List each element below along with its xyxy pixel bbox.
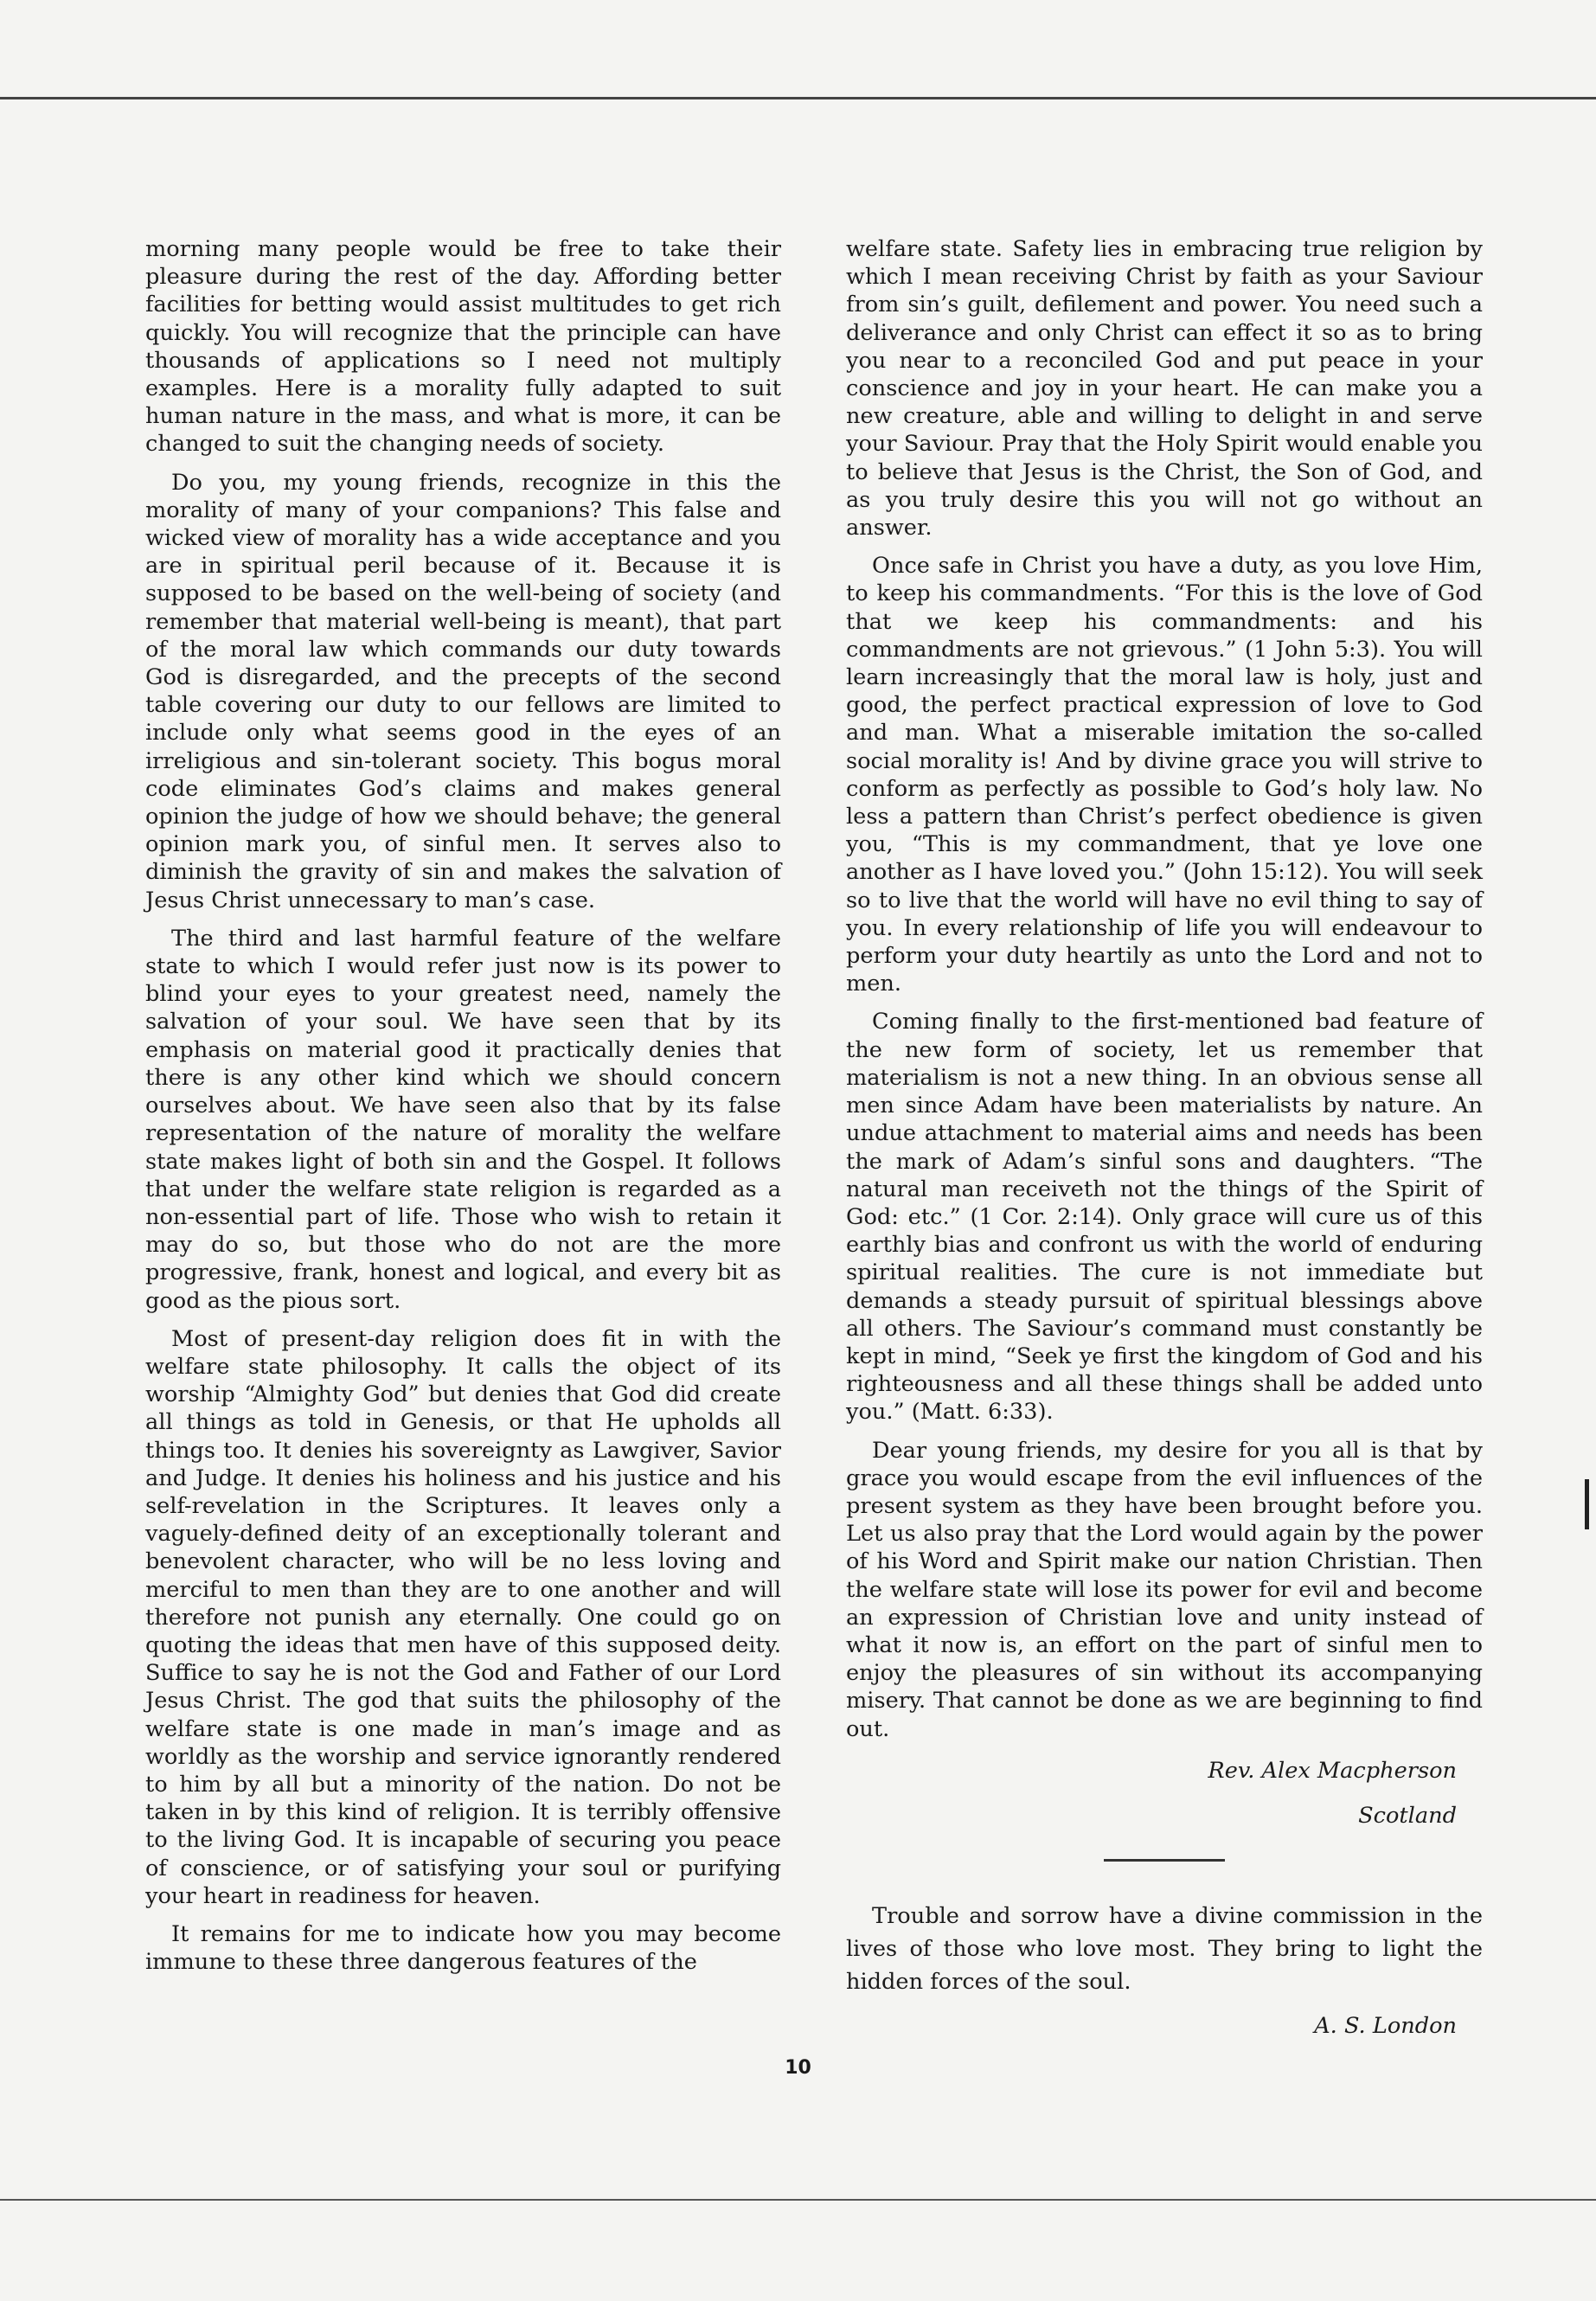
author-signature	[846, 1753, 1483, 1833]
paragraph: morning many people would be free to take their pleasure during the rest of the day. Affording better facilities for betting would assist multitudes to get rich quickly. You will recognize that the principle can have thousands of applications so I need not multiply examples. Here is a morality fully adapted to suit human nature in the mass, and what is more, it can be changed to suit the changing needs of society.	[145, 236, 781, 458]
paragraph: Do you, my young friends, recognize in this the morality of many of your companions? This false and wicked view of morality has a wide acceptance and you are in spiritual peril because of it. Because it is supposed to be based on the well-being of society (and remember that material well-being is meant), that part of the moral law which commands our duty towards God is disregarded, and the precepts of the second table covering our duty to our fellows are limited to include only what seems good in the eyes of an irreligious and sin-tolerant society. This bogus moral code eliminates God’s claims and makes general opinion the judge of how we should behave; the general opinion mark you, of sinful men. It serves also to diminish the gravity of sin and makes the salvation of Jesus Christ unnecessary to man’s case.	[145, 469, 781, 913]
right-column	[846, 235, 1483, 2054]
paragraph: The third and last harmful feature of the welfare state to which I would refer just now is its power to blind your eyes to your greatest need, namely the salvation of your soul. We have seen that by its emphasis on material good it practically denies that there is any other kind which we should concern ourselves about. We have seen also that by its false representation of the nature of morality the welfare state makes light of both sin and the Gospel. It follows that under the welfare state religion is regarded as a non-essential part of life. Those who wish to retain it may do so, but those who do not are the more progressive, frank, honest and logical, and every bit as good as the pious sort.	[145, 925, 781, 1314]
quote-author: A. S. London	[1314, 2012, 1457, 2039]
left-column	[145, 235, 781, 1986]
paragraph: Once safe in Christ you have a duty, as you love Him, to keep his commandments. “For this is the love of God that we keep his commandments: and his commandments are not grievous.” (1 John 5:3). You will learn increasingly that the moral law is holy, just and good, the perfect practical expression of love to God and man. What a miserable imitation the so-called social morality is! And by divine grace you will strive to conform as perfectly as possible to God’s holy law. No less a pattern than Christ’s perfect obedience is given you, “This is my commandment, that ye love one another as I have loved you.” (John 15:12). You will seek so to live that the world will have no evil thing to say of you. In every relationship of life you will endeavour to perform your duty heartily as unto the Lord and not to men.	[846, 553, 1483, 997]
bottom-border-rule	[0, 2199, 1596, 2201]
paragraph: It remains for me to indicate how you may become immune to these three dangerous features of the	[145, 1920, 781, 1976]
paragraph: Coming finally to the first-mentioned bad feature of the new form of society, let us remember that materialism is not a new thing. In an obvious sense all men since Adam have been materialists by nature. An undue attachment to material aims and needs has been the mark of Adam’s sinful sons and daughters. “The natural man receiveth not the things of the Spirit of God: etc.” (1 Cor. 2:14). Only grace will cure us of this earthly bias and confront us with the world of enduring spiritual realities. The cure is not immediate but demands a steady pursuit of spiritual blessings above all others. The Saviour’s command must constantly be kept in mind, “Seek ye first the kingdom of God and his righteousness and all these things shall be added unto you.” (Matt. 6:33).	[846, 1009, 1483, 1426]
author-place: Scotland	[1358, 1802, 1457, 1829]
page-number: 10	[785, 2057, 811, 2079]
author-name: Rev. Alex Macpherson	[1208, 1757, 1457, 1784]
section-divider	[1104, 1859, 1225, 1862]
scan-edge-mark	[1585, 1479, 1589, 1529]
closing-quote: Trouble and sorrow have a divine commission in the lives of those who love most. They bring to light the hidden forces of the soul.	[846, 1902, 1483, 1995]
paragraph: welfare state. Safety lies in embracing true religion by which I mean receiving Christ by faith as your Saviour from sin’s guilt, defilement and power. You need such a deliverance and only Christ can effect it so as to bring you near to a reconciled God and put peace in your conscience and joy in your heart. He can make you a new creature, able and willing to delight in and serve your Saviour. Pray that the Holy Spirit would enable you to believe that Jesus is the Christ, the Son of God, and as you truly desire this you will not go without an answer.	[846, 236, 1483, 542]
top-border-rule	[0, 97, 1596, 99]
paragraph: Dear young friends, my desire for you all is that by grace you would escape from the evil influences of the present system as they have been brought before you. Let us also pray that the Lord would again by the power of his Word and Spirit make our nation Christian. Then the welfare state will lose its power for evil and become an expression of Christian love and unity instead of what it now is, an effort on the part of sinful men to enjoy the pleasures of sin without its accompanying misery. That cannot be done as we are beginning to find out.	[846, 1437, 1483, 1742]
paragraph: Most of present-day religion does fit in with the welfare state philosophy. It calls the object of its worship “Almighty God” but denies that God did create all things as told in Genesis, or that He upholds all things too. It denies his sovereignty as Lawgiver, Savior and Judge. It denies his holiness and his justice and his self-revelation in the Scriptures. It leaves only a vaguely-defined deity of an exceptionally tolerant and benevolent character, who will be no less loving and merciful to men than they are to one another and will therefore not punish any eternally. One could go on quoting the ideas that men have of this supposed deity. Suffice to say he is not the God and Father of our Lord Jesus Christ. The god that suits the philosophy of the welfare state is one made in man’s image and as worldly as the worship and service ignorantly rendered to him by all but a minority of the nation. Do not be taken in by this kind of religion. It is terribly offensive to the living God. It is incapable of securing you peace of conscience, or of satisfying your soul or purifying your heart in readiness for heaven.	[145, 1325, 781, 1909]
